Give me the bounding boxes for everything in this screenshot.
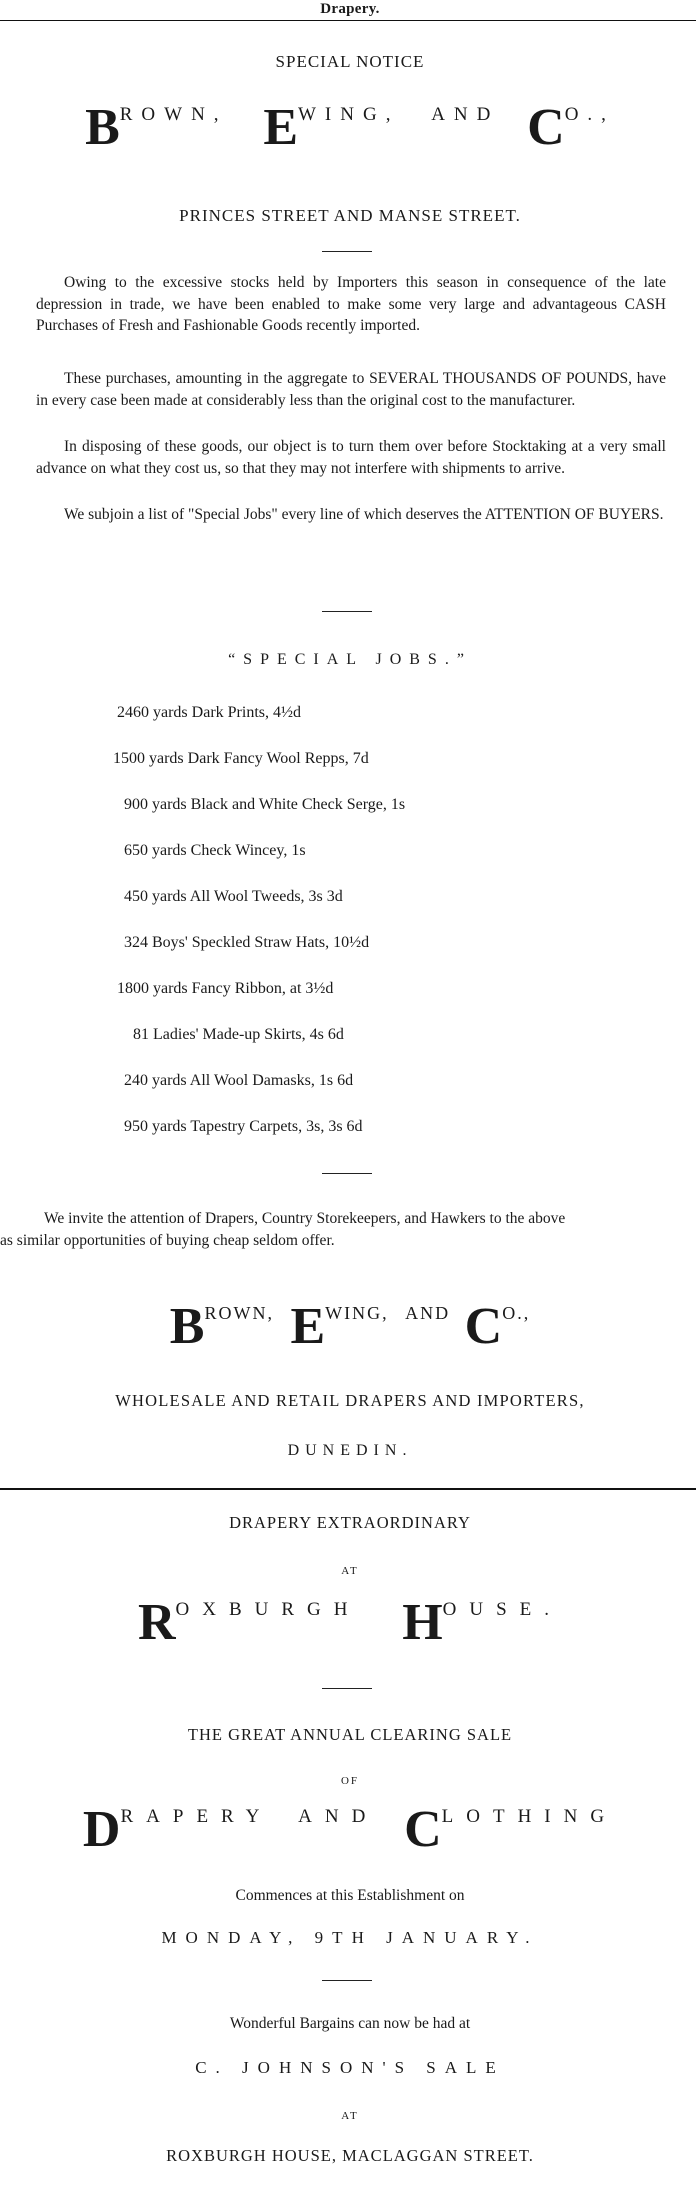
goods-initial-d: D xyxy=(82,1801,121,1858)
job-item: 950 yards Tapestry Carpets, 3s, 3s 6d xyxy=(124,1118,363,1135)
sig-word-co: O., xyxy=(502,1303,531,1323)
firm-initial-c: C xyxy=(527,99,565,156)
section-divider-rule xyxy=(0,1488,696,1490)
sale-date: MONDAY, 9TH JANUARY. xyxy=(161,1928,539,1947)
signature-line: WHOLESALE AND RETAIL DRAPERS AND IMPORTERS, xyxy=(115,1391,585,1410)
house-initial-h: H xyxy=(402,1594,443,1651)
job-item: 240 yards All Wool Damasks, 1s 6d xyxy=(124,1072,354,1089)
sig-initial-c: C xyxy=(464,1298,503,1355)
at-text-2: AT xyxy=(341,2110,359,2122)
sale-name: C. JOHNSON'S SALE xyxy=(195,2058,505,2077)
at-text: AT xyxy=(341,1565,359,1577)
notice-title: SPECIAL NOTICE xyxy=(275,52,425,71)
divider-rule xyxy=(322,1980,372,1981)
bargains-text: Wonderful Bargains can now be had at xyxy=(229,2015,471,2032)
drapery-and-clothing xyxy=(0,1800,700,1859)
sale-title: THE GREAT ANNUAL CLEARING SALE xyxy=(187,1725,513,1744)
firm-word-wing: WING, xyxy=(298,104,400,125)
paragraph-1: Owing to the excessive stocks held by Importers this season in consequence of the late depression in trade, we have been enabled to make some very large and advantageous CASH Purchases of Fresh and Fashionable Goods recently imported. xyxy=(36,274,666,334)
job-item: 650 yards Check Wincey, 1s xyxy=(124,842,306,859)
house-initial-r: R xyxy=(137,1594,176,1651)
invitation-line-1: We invite the attention of Drapers, Country Storekeepers, and Hawkers to the above xyxy=(44,1210,566,1227)
sig-initial-e: E xyxy=(290,1298,326,1355)
sig-initial-b: B xyxy=(169,1298,205,1355)
paragraph-3: In disposing of these goods, our object is to turn them over before Stocktaking at a very small advance on what they cost us, so that they may not interfere with shipments to arrive. xyxy=(36,438,666,477)
divider-rule xyxy=(322,251,372,252)
divider-rule xyxy=(322,1688,372,1689)
sig-word-and: AND xyxy=(405,1303,451,1323)
top-rule xyxy=(0,20,696,21)
commences-text: Commences at this Establishment on xyxy=(235,1887,465,1904)
house-word-oxburgh: OXBURGH xyxy=(175,1599,361,1620)
firm-address: PRINCES STREET AND MANSE STREET. xyxy=(179,206,521,225)
job-item: 81 Ladies' Made-up Skirts, 4s 6d xyxy=(133,1026,344,1043)
divider-rule xyxy=(322,1173,372,1174)
divider-rule xyxy=(322,611,372,612)
section-title: Drapery. xyxy=(320,1,380,17)
job-item: 1500 yards Dark Fancy Wool Repps, 7d xyxy=(113,750,369,767)
job-item: 324 Boys' Speckled Straw Hats, 10½d xyxy=(124,934,370,951)
of-text: OF xyxy=(340,1775,360,1787)
goods-word-rapery: RAPERY xyxy=(120,1806,273,1827)
firm-word-rown: ROWN, xyxy=(119,104,228,125)
goods-initial-c: C xyxy=(404,1801,442,1858)
firm-initial-e: E xyxy=(263,99,298,156)
firm-word-and: AND xyxy=(431,104,500,125)
signature-firm-name xyxy=(0,1297,700,1356)
roxburgh-address: ROXBURGH HOUSE, MACLAGGAN STREET. xyxy=(166,2146,534,2165)
paragraph-2: These purchases, amounting in the aggregate to SEVERAL THOUSANDS OF POUNDS, have in every case been made at considerably less than the original cost to the manufacturer. xyxy=(36,370,666,409)
sig-word-rown: ROWN, xyxy=(204,1303,274,1323)
job-item: 450 yards All Wool Tweeds, 3s 3d xyxy=(124,888,343,905)
firm-name xyxy=(0,98,700,157)
job-item: 900 yards Black and White Check Serge, 1s xyxy=(124,796,406,813)
page-header xyxy=(0,0,700,22)
job-item: 1800 yards Fancy Ribbon, at 3½d xyxy=(117,980,334,997)
job-item: 2460 yards Dark Prints, 4½d xyxy=(117,704,301,721)
firm-word-co: O., xyxy=(564,104,615,125)
house-word-ouse: OUSE. xyxy=(442,1599,563,1620)
invitation-line-2: as similar opportunities of buying cheap seldom offer. xyxy=(0,1232,335,1249)
special-jobs-title: “SPECIAL JOBS.” xyxy=(228,651,472,668)
invitation-text xyxy=(0,1208,700,1252)
roxburgh-house-name xyxy=(0,1593,700,1652)
firm-initial-b: B xyxy=(85,99,120,156)
sig-word-wing: WING, xyxy=(325,1303,389,1323)
city-name: DUNEDIN. xyxy=(287,1442,413,1459)
goods-word-lothing: LOTHING xyxy=(441,1806,618,1827)
paragraph-4: We subjoin a list of "Special Jobs" every line of which deserves the ATTENTION OF BUYERS. xyxy=(64,506,664,523)
goods-word-and: AND xyxy=(298,1806,379,1827)
roxburgh-heading: DRAPERY EXTRAORDINARY xyxy=(229,1513,471,1532)
